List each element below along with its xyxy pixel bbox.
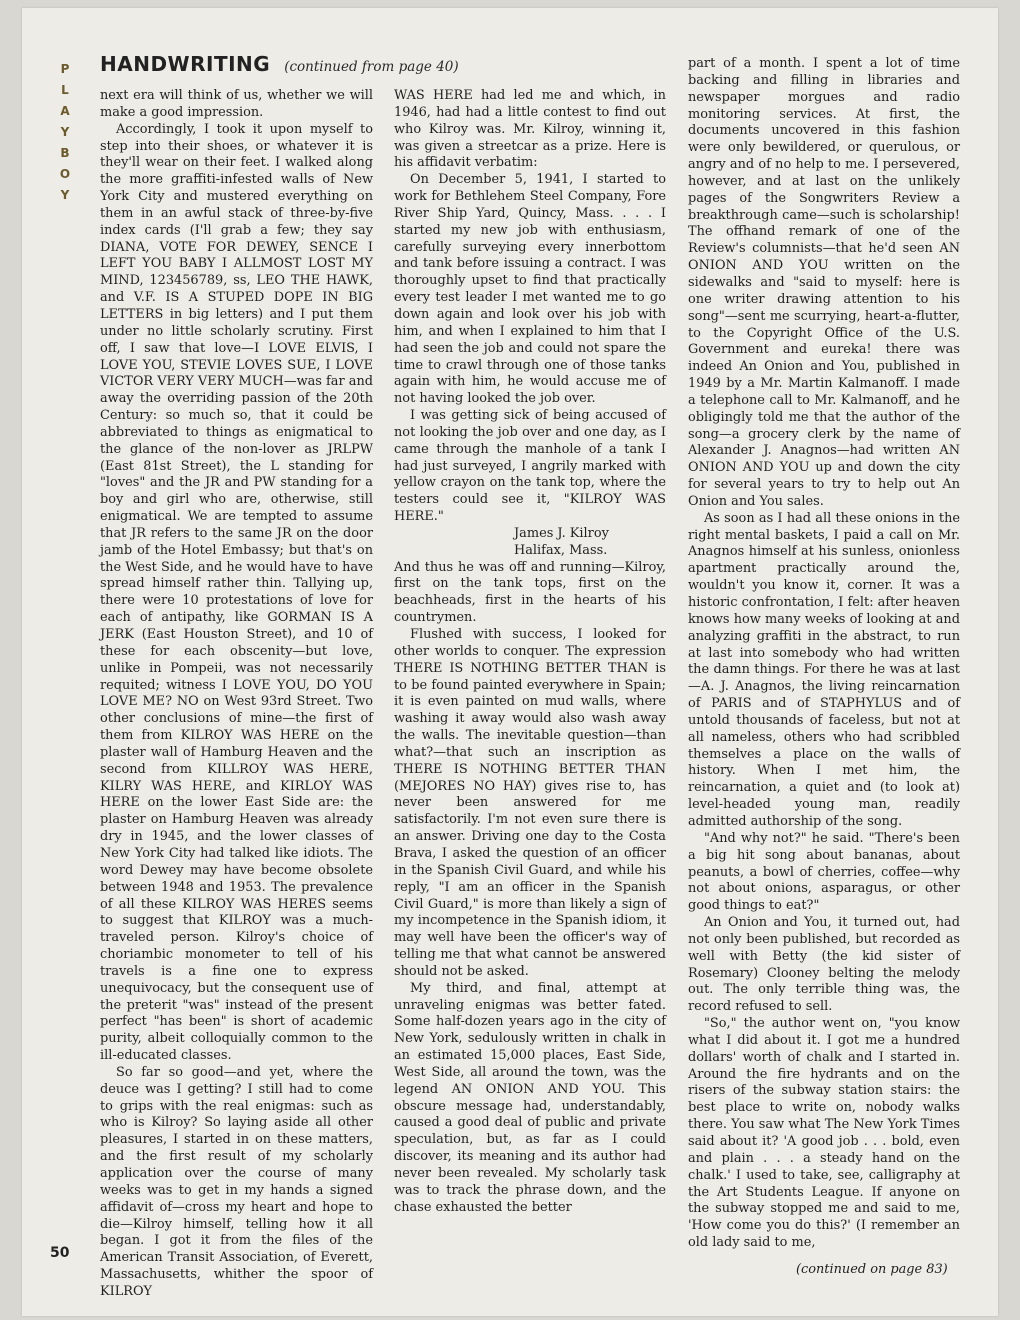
paragraph: "And why not?" he said. "There's been a big hit song about bananas, about peanuts, a bowl of cherries, coffee—why not about onions, asparagus, or other good things to eat?" (688, 830, 960, 914)
masthead-letter: B (60, 146, 70, 160)
continued-on-note: (continued on page 83) (796, 1262, 948, 1277)
paragraph: An Onion and You, it turned out, had not only been published, but recorded as well with Betty (the kid sister of Rosemary) Clooney belting the melody out. The only terrible thing was, the record refused to sell. (688, 915, 960, 1015)
affidavit-signature-name: James J. Kilroy (514, 525, 609, 541)
affidavit-signature-place: Halifax, Mass. (514, 542, 608, 558)
masthead-letter: A (60, 104, 70, 118)
article-title: HANDWRITING (100, 52, 271, 76)
paragraph: WAS HERE had led me and which, in 1946, had had a little contest to find out who Kilroy was. Mr. Kilroy, winning it, was given a streetcar as a prize. Here is his affidavit verbatim: (394, 88, 666, 171)
paragraph: Flushed with success, I looked for other worlds to conquer. The expression THERE IS NOTHING BETTER THAN is to be found painted everywhere in Spain; it is even painted on mud walls, where washing it away would also wash away the walls. The inevitable question—than what?—that such an inscription as THERE IS NOTHING BETTER THAN (MEJORES NO HAY) gives rise to, has never been answered for me satisfactorily. I'm not even sure there is an answer. Driving one day to the Costa Brava, I asked the question of an officer in the Spanish Civil Guard, and while his reply, "I am an officer in the Spanish Civil Guard," is more than likely a sign of my incompetence in the Spanish idiom, it may well have been the officer's way of telling me that what cannot be answered should not be asked. (394, 627, 666, 979)
continued-from-note: (continued from page 40) (284, 59, 459, 75)
paragraph: So far so good—and yet, where the deuce was I getting? I still had to come to grips with the real enigmas: such as who is Kilroy? So laying aside all other pleasures, I started in on these matters, and the first result of my scholarly application over the course of many weeks was to get in my hands a signed affidavit of—cross my heart and hope to die—Kilroy himself, telling how it all began. I got it from the files of the American Transit Association, of Everett, Massachusetts, whither the spoor of KILROY (100, 1064, 373, 1299)
vertical-masthead (58, 62, 72, 209)
article-header (100, 52, 459, 80)
paragraph: next era will think of us, whether we will make a good impression. (100, 88, 373, 120)
paragraph: As soon as I had all these onions in the right mental baskets, I paid a call on Mr. Anagnos himself at his sunless, onionless apartment practically around the, wouldn't you know it, corner. It was a historic confrontation, I felt: after heaven knows how many weeks of looking at and analyzing graffiti in the abstract, to run at last into somebody who had written the damn things. For there he was at last—A. J. Anagnos, the living reincarnation of PARIS and of STAPHYLUS and of untold thousands of faceless, but not at all nameless, others who had scribbled themselves a place on the walls of history. When I met him, the reincarnation, a quiet and (to look at) level-headed young man, readily admitted authorship of the song. (688, 510, 960, 829)
paragraph: My third, and final, attempt at unraveling enigmas was better fated. Some half-dozen years ago in the city of New York, sedulously written in chalk in an estimated 15,000 places, East Side, West Side, all around the town, was the legend AN ONION AND YOU. This obscure message had, understandably, caused a good deal of public and private speculation, but, as far as I could discover, its meaning and its author had never been revealed. My scholarly task was to track the phrase down, and the chase exhausted the better (394, 980, 666, 1215)
text-column-2 (394, 88, 666, 1217)
paragraph: Accordingly, I took it upon myself to step into their shoes, or whatever it is they'll wear on their feet. I walked along the more graffiti-infested walls of New York City and mustered everything on them in an awful stack of three-by-five index cards (I'll grab a few; they say DIANA, VOTE FOR DEWEY, SENCE I LEFT YOU BABY I ALLMOST LOST MY MIND, 123456789, ss, LEO THE HAWK, and V.F. IS A STUPED DOPE IN BIG LETTERS in big letters) and I put them under no little scholarly scrutiny. First off, I saw that love—I LOVE ELVIS, I LOVE YOU, STEVIE LOVES SUE, I LOVE VICTOR VERY VERY MUCH—was far and away the overriding passion of the 20th Century: so much so, that it could be abbreviated to things as enigmatical to the glance of the non-lover as JRLPW (East 81st Street), the L standing for "loves" and the JR and PW standing for a boy and girl who are, otherwise, still enigmatical. We are tempted to assume that JR refers to the same JR on the door jamb of the Hotel Embassy; but that's on the West Side, and he would have to have spread himself rather thin. Tallying up, there were 10 protestations of love for each of antipathy, like GORMAN IS A JERK (East Houston Street), and 10 of these for each obscenity—but love, unlike in Pompeii, was not necessarily requited; witness I LOVE YOU, DO YOU LOVE ME? NO on West 93rd Street. Two other conclusions of mine—the first of them from KILROY WAS HERE on the plaster wall of Hamburg Heaven and the second from KILLROY WAS HERE, KILRY WAS HERE, and KIRLOY WAS HERE on the lower East Side are: the plaster on Hamburg Heaven was already dry in 1945, and the lower classes of New York City had talked like idiots. The word Dewey may have become obsolete between 1948 and 1953. The prevalence of all these KILROY WAS HERES seems to suggest that KILROY was a much-traveled person. Kilroy's choice of choriambic monometer to tell of his travels is a fine one to express unequivocacy, but the consequent use of the preterit "was" instead of the present perfect "has been" is short of academic purity, albeit colloquially common to the ill-educated classes. (100, 121, 373, 1064)
masthead-letter: L (61, 83, 69, 97)
masthead-letter: O (59, 167, 71, 181)
text-column-3 (688, 56, 960, 1252)
paragraph: "So," the author went on, "you know what I did about it. I got me a hundred dollars' worth of chalk and I started in. Around the fire hydrants and on the risers of the subway station stairs: the best place to write on, nobody walks there. You saw what The New York Times said about it? 'A good job . . . bold, even and plain . . . a steady hand on the chalk.' I used to take, see, calligraphy at the Art Students League. If anyone on the subway stopped me and said to me, 'How come you do this?' (I remember an old lady said to me, (688, 1016, 960, 1251)
masthead-letter: Y (60, 188, 70, 202)
text-column-1 (100, 88, 373, 1301)
masthead-letter: Y (60, 125, 70, 139)
paragraph: And thus he was off and running—Kilroy, first on the tank tops, first on the beachheads, first in the hearts of his countrymen. (394, 559, 666, 626)
paragraph: part of a month. I spent a lot of time backing and filling in libraries and newspaper morgues and radio monitoring services. At first, the documents uncovered in this fashion were only bewildered, or querulous, or angry and of no help to me. I persevered, however, and at last on the unlikely pages of the Songwriters Review a breakthrough came—such is scholarship! The offhand remark of one of the Review's columnists—that he'd seen AN ONION AND YOU written on the sidewalks and "said to myself: here is one writer drawing attention to his song"—sent me scurrying, heart-a-flutter, to the Copyright Office of the U.S. Government and eureka! there was indeed An Onion and You, published in 1949 by a Mr. Martin Kalmanoff. I made a telephone call to Mr. Kalmanoff, and he obligingly told me that the author of the song—a grocery clerk by the name of Alexander J. Anagnos—had written AN ONION AND YOU up and down the city for several years to try to help out An Onion and You sales. (688, 56, 960, 509)
affidavit-paragraph: I was getting sick of being accused of not looking the job over and one day, as I came through the manhole of a tank I had just surveyed, I angrily marked with yellow crayon on the tank top, where the testers could see it, "KILROY WAS HERE." (394, 408, 666, 525)
masthead-letter: P (60, 62, 70, 76)
page-number: 50 (50, 1245, 70, 1261)
affidavit-paragraph: On December 5, 1941, I started to work for Bethlehem Steel Company, Fore River Ship Yard, Quincy, Mass. . . . I started my new job with enthusiasm, carefully surveying every innerbottom and tank before issuing a contract. I was thoroughly upset to find that practically every test leader I met wanted me to go down again and look over his job with him, and when I explained to him that I had seen the job and could not spare the time to crawl through one of those tanks again with him, he would accuse me of not having looked the job over. (394, 172, 666, 407)
